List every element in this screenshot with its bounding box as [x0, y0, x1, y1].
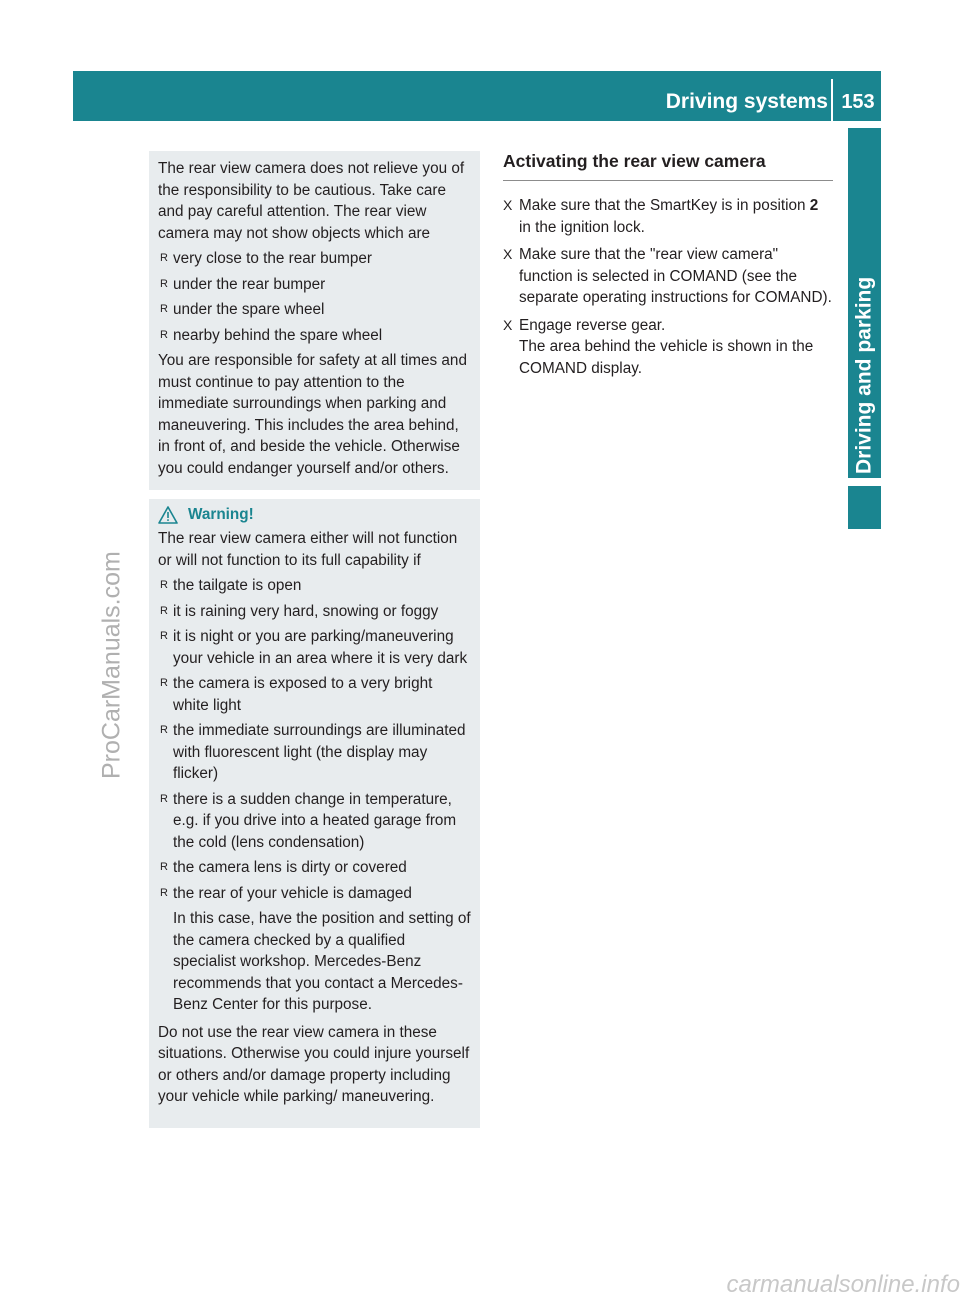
list-item: R there is a sudden change in temperature, e.g. if you drive into a heated garage from the cold (lens condensation)	[160, 790, 457, 851]
warning-title: Warning!	[188, 506, 254, 524]
watermark: ProCarManuals.com	[97, 551, 126, 779]
list-item: R very close to the rear bumper	[160, 250, 372, 267]
list-item: X Make sure that the SmartKey is in position 2 in the ignition lock.	[503, 197, 819, 236]
side-tab-marker	[848, 486, 881, 529]
list-item: R the tailgate is open	[160, 577, 302, 594]
right-column	[503, 151, 833, 385]
list-item: R it is night or you are parking/maneuvering your vehicle in an area where it is very dark	[160, 628, 468, 667]
step-marker-icon: X	[503, 197, 513, 213]
warning-note: In this case, have the position and setting of the camera checked by a qualified specialist workshop. Mercedes-Benz recommends that you contact a Mercedes-Benz Center for this purpose.	[173, 910, 471, 1013]
list-item: R under the spare wheel	[160, 301, 325, 318]
page-section-title: Driving systems	[665, 90, 828, 113]
notice-outro: You are responsible for safety at all times and must continue to pay attention to the immediate surroundings when parking and maneuvering. This includes the area behind, in front of, and beside the vehicle. Otherwise you could endanger yourself and/or others.	[158, 352, 467, 477]
list-item: R under the rear bumper	[160, 275, 326, 293]
list-item: X Engage reverse gear. The area behind the vehicle is shown in the COMAND display.	[503, 316, 814, 377]
list-item: R the camera is exposed to a very bright white light	[160, 675, 433, 714]
warning-box	[149, 499, 480, 1128]
page-number: 153	[841, 91, 875, 113]
section-title: Activating the rear view camera	[503, 151, 833, 181]
warning-bullets	[158, 575, 472, 904]
notice-box	[149, 151, 480, 490]
warning-triangle-icon	[158, 506, 178, 524]
warning-heading	[158, 502, 472, 528]
header-bar	[73, 71, 881, 121]
notice-bullets	[158, 248, 472, 346]
list-item: R the camera lens is dirty or covered	[160, 859, 407, 876]
footer-logo: carmanualsonline.info	[726, 1271, 960, 1298]
header-divider	[831, 79, 833, 121]
steps-list	[503, 195, 833, 379]
warning-outro: Do not use the rear view camera in these situations. Otherwise you could injure yourself or others and/or damage property including your vehicle while parking/ maneuvering.	[158, 1023, 470, 1105]
notice-intro: The rear view camera does not relieve you of the responsibility to be cautious. Take care and pay careful attention. The rear view camera may not show objects which are	[158, 160, 465, 242]
side-tab-label: Driving and parking	[852, 276, 876, 474]
list-item: R the immediate surroundings are illuminated with fluorescent light (the display may flicker)	[160, 722, 466, 782]
list-item: R the rear of your vehicle is damaged	[160, 884, 412, 902]
list-item: R nearby behind the spare wheel	[160, 326, 383, 344]
step-marker-icon: X	[503, 316, 513, 333]
warning-intro: The rear view camera either will not function or will not function to its full capability if	[158, 530, 458, 569]
step-marker-icon: X	[503, 246, 513, 262]
list-item: X Make sure that the "rear view camera" function is selected in COMAND (see the separate operating instructions for COMAND).	[503, 246, 832, 306]
step-result: The area behind the vehicle is shown in the COMAND display.	[519, 338, 814, 377]
list-item: R it is raining very hard, snowing or foggy	[160, 602, 439, 620]
